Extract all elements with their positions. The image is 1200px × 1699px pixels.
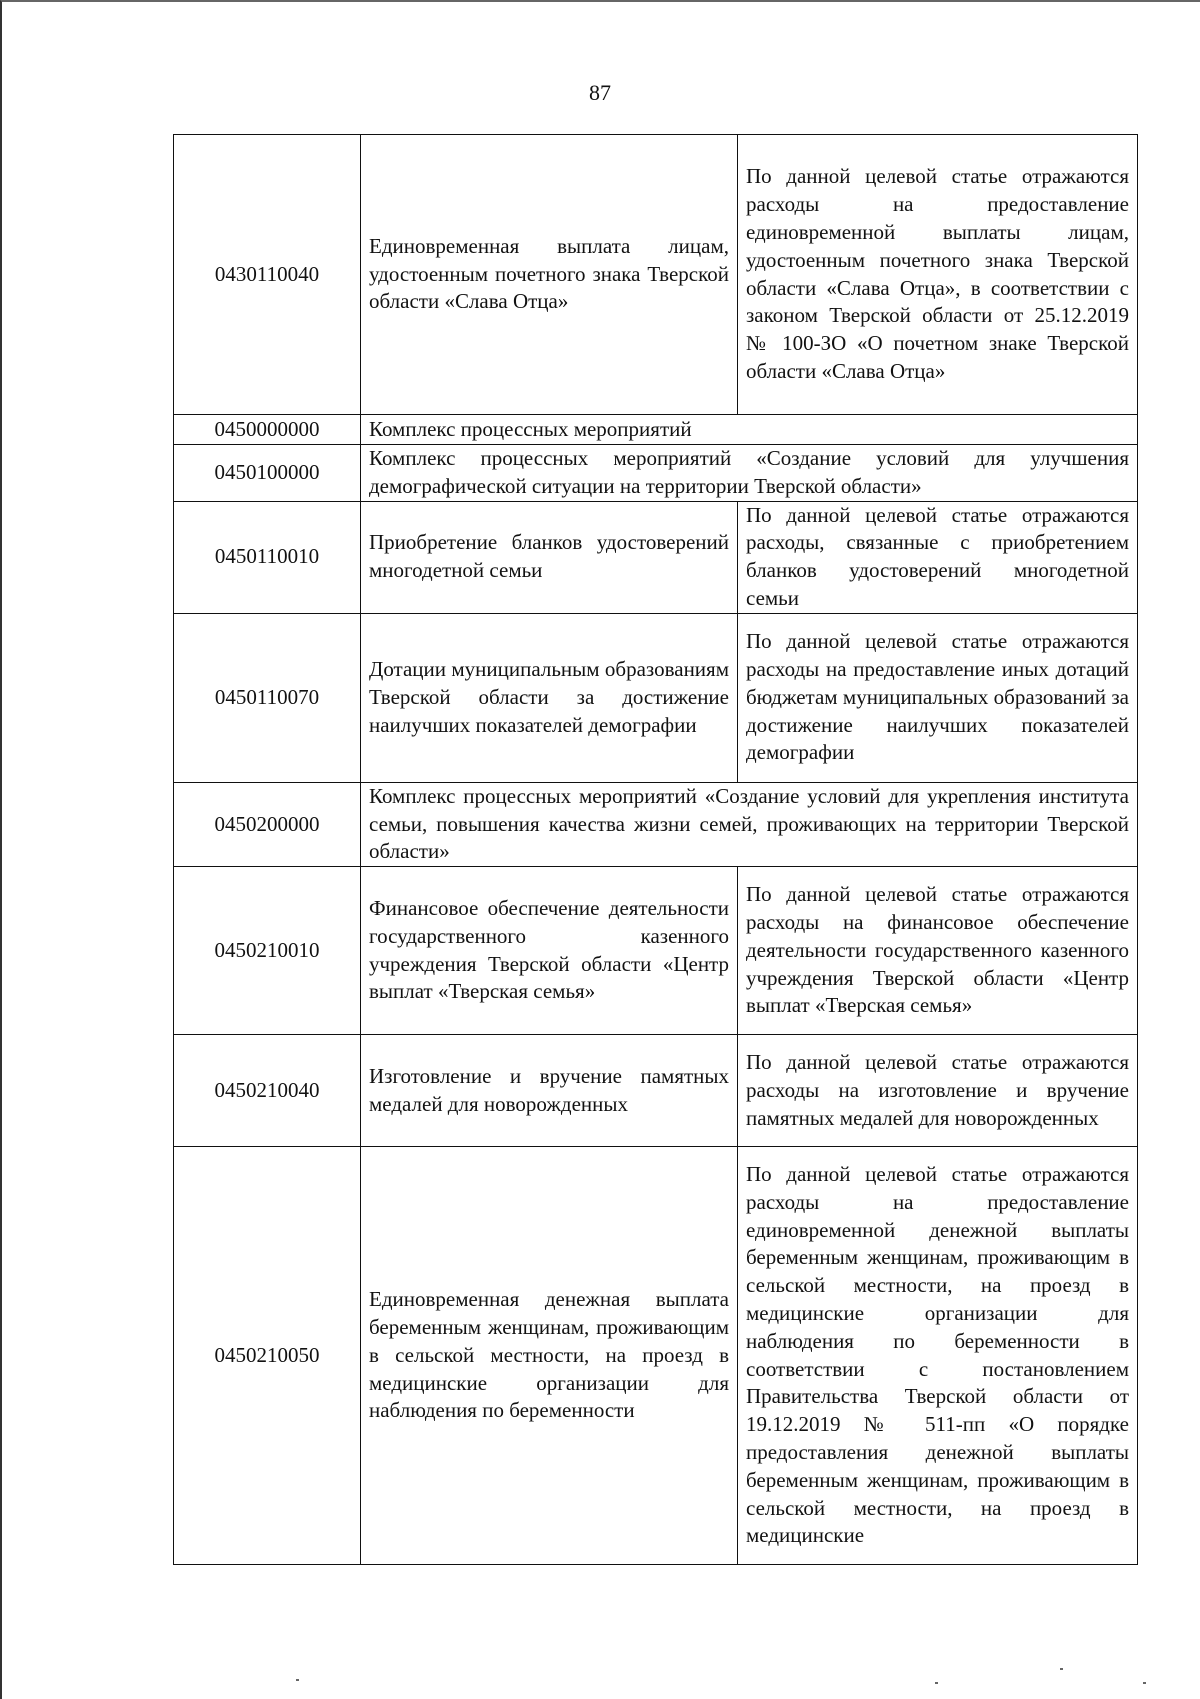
scan-speck xyxy=(935,1682,938,1684)
code-cell: 0430110040 xyxy=(174,135,361,415)
code-cell: 0450000000 xyxy=(174,415,361,445)
code-cell: 0450110070 xyxy=(174,613,361,782)
description-cell: По данной целевой статье отражаются расходы на предоставление единовременной денежной выплаты беременным женщинам, проживающим в сельской местности, на проезд в медицинские организации для наблюдения по беременности в соответствии с постановлением Правительства Тверской области от 19.12.2019 № 511-пп «О порядке предоставления денежной выплаты беременным женщинам, проживающим в сельской местности, на проезд в медицинские xyxy=(738,1147,1138,1565)
table-row xyxy=(174,415,1138,445)
scan-speck xyxy=(1143,1682,1146,1684)
table-row xyxy=(174,445,1138,502)
name-cell: Дотации муниципальным образованиям Тверской области за достижение наилучших показателей демографии xyxy=(361,613,738,782)
table-row xyxy=(174,501,1138,613)
code-cell: 0450110010 xyxy=(174,501,361,613)
section-title-cell: Комплекс процессных мероприятий xyxy=(361,415,1138,445)
code-cell: 0450210010 xyxy=(174,867,361,1035)
table-row xyxy=(174,135,1138,415)
name-cell: Финансовое обеспечение деятельности государственного казенного учреждения Тверской области «Центр выплат «Тверская семья» xyxy=(361,867,738,1035)
code-cell: 0450210040 xyxy=(174,1035,361,1147)
name-cell: Единовременная выплата лицам, удостоенным почетного знака Тверской области «Слава Отца» xyxy=(361,135,738,415)
code-cell: 0450100000 xyxy=(174,445,361,502)
table-row xyxy=(174,782,1138,866)
code-cell: 0450210050 xyxy=(174,1147,361,1565)
table-row xyxy=(174,867,1138,1035)
code-cell: 0450200000 xyxy=(174,782,361,866)
description-cell: По данной целевой статье отражаются расходы на финансовое обеспечение деятельности государственного казенного учреждения Тверской области «Центр выплат «Тверская семья» xyxy=(738,867,1138,1035)
description-cell: По данной целевой статье отражаются расходы на предоставление иных дотаций бюджетам муниципальных образований за достижение наилучших показателей демографии xyxy=(738,613,1138,782)
description-cell: По данной целевой статье отражаются расходы, связанные с приобретением бланков удостоверений многодетной семьи xyxy=(738,501,1138,613)
name-cell: Изготовление и вручение памятных медалей для новорожденных xyxy=(361,1035,738,1147)
name-cell: Приобретение бланков удостоверений многодетной семьи xyxy=(361,501,738,613)
scan-speck xyxy=(296,1679,299,1681)
page-number: 87 xyxy=(589,80,611,105)
table-row xyxy=(174,1035,1138,1147)
budget-classification-table xyxy=(173,134,1138,1565)
scan-speck xyxy=(1060,1668,1063,1670)
description-cell: По данной целевой статье отражаются расходы на предоставление единовременной выплаты лицам, удостоенным почетного знака Тверской области «Слава Отца», в соответствии с законом Тверской области от 25.12.2019 № 100-ЗО «О почетном знаке Тверской области «Слава Отца» xyxy=(738,135,1138,415)
description-cell: По данной целевой статье отражаются расходы на изготовление и вручение памятных медалей для новорожденных xyxy=(738,1035,1138,1147)
table-row xyxy=(174,613,1138,782)
section-title-cell: Комплекс процессных мероприятий «Создание условий для улучшения демографической ситуации на территории Тверской области» xyxy=(361,445,1138,502)
name-cell: Единовременная денежная выплата беременным женщинам, проживающим в сельской местности, на проезд в медицинские организации для наблюдения по беременности xyxy=(361,1147,738,1565)
table-row xyxy=(174,1147,1138,1565)
section-title-cell: Комплекс процессных мероприятий «Создание условий для укрепления института семьи, повышения качества жизни семей, проживающих на территории Тверской области» xyxy=(361,782,1138,866)
